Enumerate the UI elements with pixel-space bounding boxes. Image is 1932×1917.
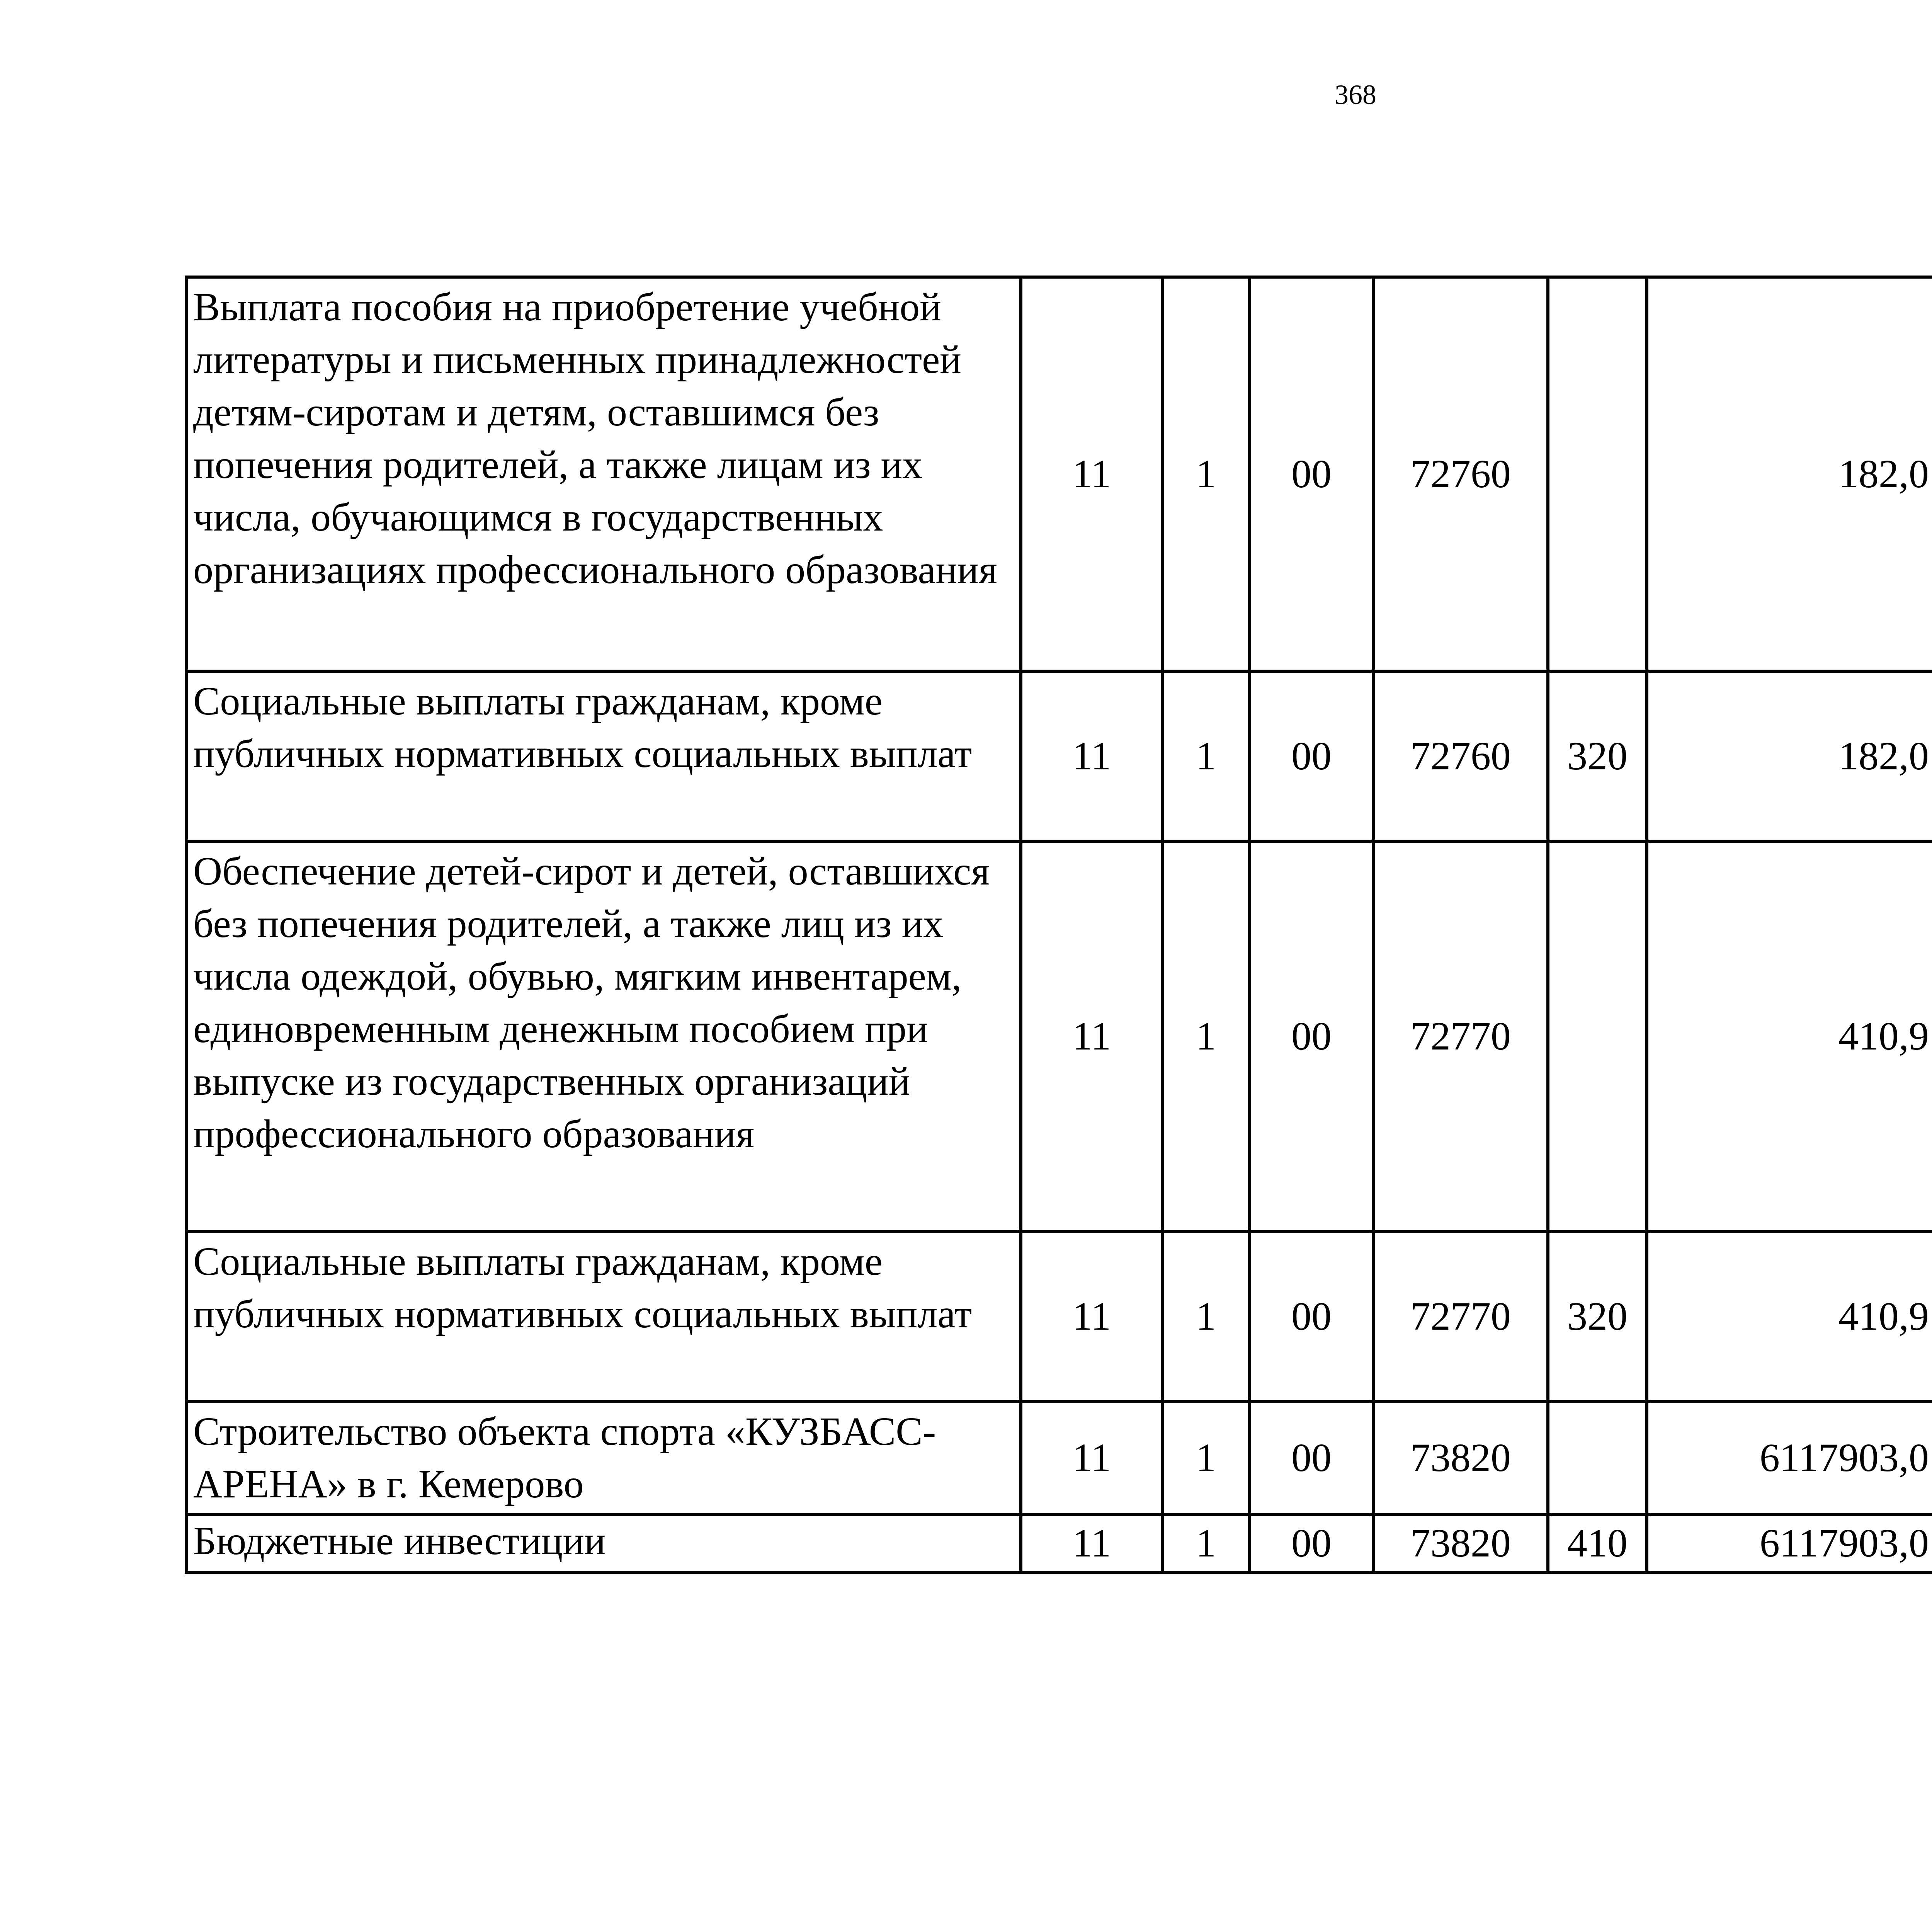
amount-year-1: 6117903,0 bbox=[1647, 1402, 1932, 1514]
table-row bbox=[186, 671, 1932, 841]
amount-year-1: 410,9 bbox=[1647, 1232, 1932, 1402]
amount-year-1: 182,0 bbox=[1647, 671, 1932, 841]
amount-year-1: 410,9 bbox=[1647, 841, 1932, 1232]
amount-year-1: 6117903,0 bbox=[1647, 1514, 1932, 1572]
expense-type-code bbox=[1548, 277, 1647, 671]
subsection-code: 1 bbox=[1162, 841, 1250, 1232]
expense-type-code bbox=[1548, 841, 1647, 1232]
table-row bbox=[186, 1232, 1932, 1402]
section-code: 11 bbox=[1021, 1514, 1162, 1572]
row-description: Строительство объекта спорта «КУЗБАСС-АРЕНА» в г. Кемерово bbox=[186, 1402, 1021, 1514]
table-row bbox=[186, 1402, 1932, 1514]
budget-table bbox=[185, 276, 1932, 1574]
program-code: 00 bbox=[1250, 671, 1373, 841]
program-code: 00 bbox=[1250, 277, 1373, 671]
section-code: 11 bbox=[1021, 841, 1162, 1232]
direction-code: 73820 bbox=[1373, 1514, 1548, 1572]
expense-type-code bbox=[1548, 1402, 1647, 1514]
expense-type-code: 410 bbox=[1548, 1514, 1647, 1572]
direction-code: 72760 bbox=[1373, 671, 1548, 841]
direction-code: 72770 bbox=[1373, 841, 1548, 1232]
program-code: 00 bbox=[1250, 1402, 1373, 1514]
row-description: Обеспечение детей-сирот и детей, оставшихся без попечения родителей, а также лиц из их числа одеждой, обувью, мягким инвентарем, единовременным денежным пособием при выпуске из государственных организаций профессионального образования bbox=[186, 841, 1021, 1232]
row-description: Социальные выплаты гражданам, кроме публичных нормативных социальных выплат bbox=[186, 1232, 1021, 1402]
section-code: 11 bbox=[1021, 671, 1162, 841]
row-description: Бюджетные инвестиции bbox=[186, 1514, 1021, 1572]
row-description: Социальные выплаты гражданам, кроме публичных нормативных социальных выплат bbox=[186, 671, 1021, 841]
program-code: 00 bbox=[1250, 841, 1373, 1232]
expense-type-code: 320 bbox=[1548, 671, 1647, 841]
subsection-code: 1 bbox=[1162, 1514, 1250, 1572]
section-code: 11 bbox=[1021, 1232, 1162, 1402]
subsection-code: 1 bbox=[1162, 671, 1250, 841]
row-description: Выплата пособия на приобретение учебной литературы и письменных принадлежностей детям-сиротам и детям, оставшимся без попечения родителей, а также лицам из их числа, обучающимся в государственных организациях профессионального образования bbox=[186, 277, 1021, 671]
subsection-code: 1 bbox=[1162, 1232, 1250, 1402]
section-code: 11 bbox=[1021, 1402, 1162, 1514]
program-code: 00 bbox=[1250, 1514, 1373, 1572]
subsection-code: 1 bbox=[1162, 277, 1250, 671]
expense-type-code: 320 bbox=[1548, 1232, 1647, 1402]
table-row bbox=[186, 277, 1932, 671]
table-row bbox=[186, 841, 1932, 1232]
program-code: 00 bbox=[1250, 1232, 1373, 1402]
section-code: 11 bbox=[1021, 277, 1162, 671]
amount-year-1: 182,0 bbox=[1647, 277, 1932, 671]
page-number: 368 bbox=[1335, 79, 1376, 110]
subsection-code: 1 bbox=[1162, 1402, 1250, 1514]
direction-code: 72770 bbox=[1373, 1232, 1548, 1402]
direction-code: 73820 bbox=[1373, 1402, 1548, 1514]
table-row bbox=[186, 1514, 1932, 1572]
direction-code: 72760 bbox=[1373, 277, 1548, 671]
